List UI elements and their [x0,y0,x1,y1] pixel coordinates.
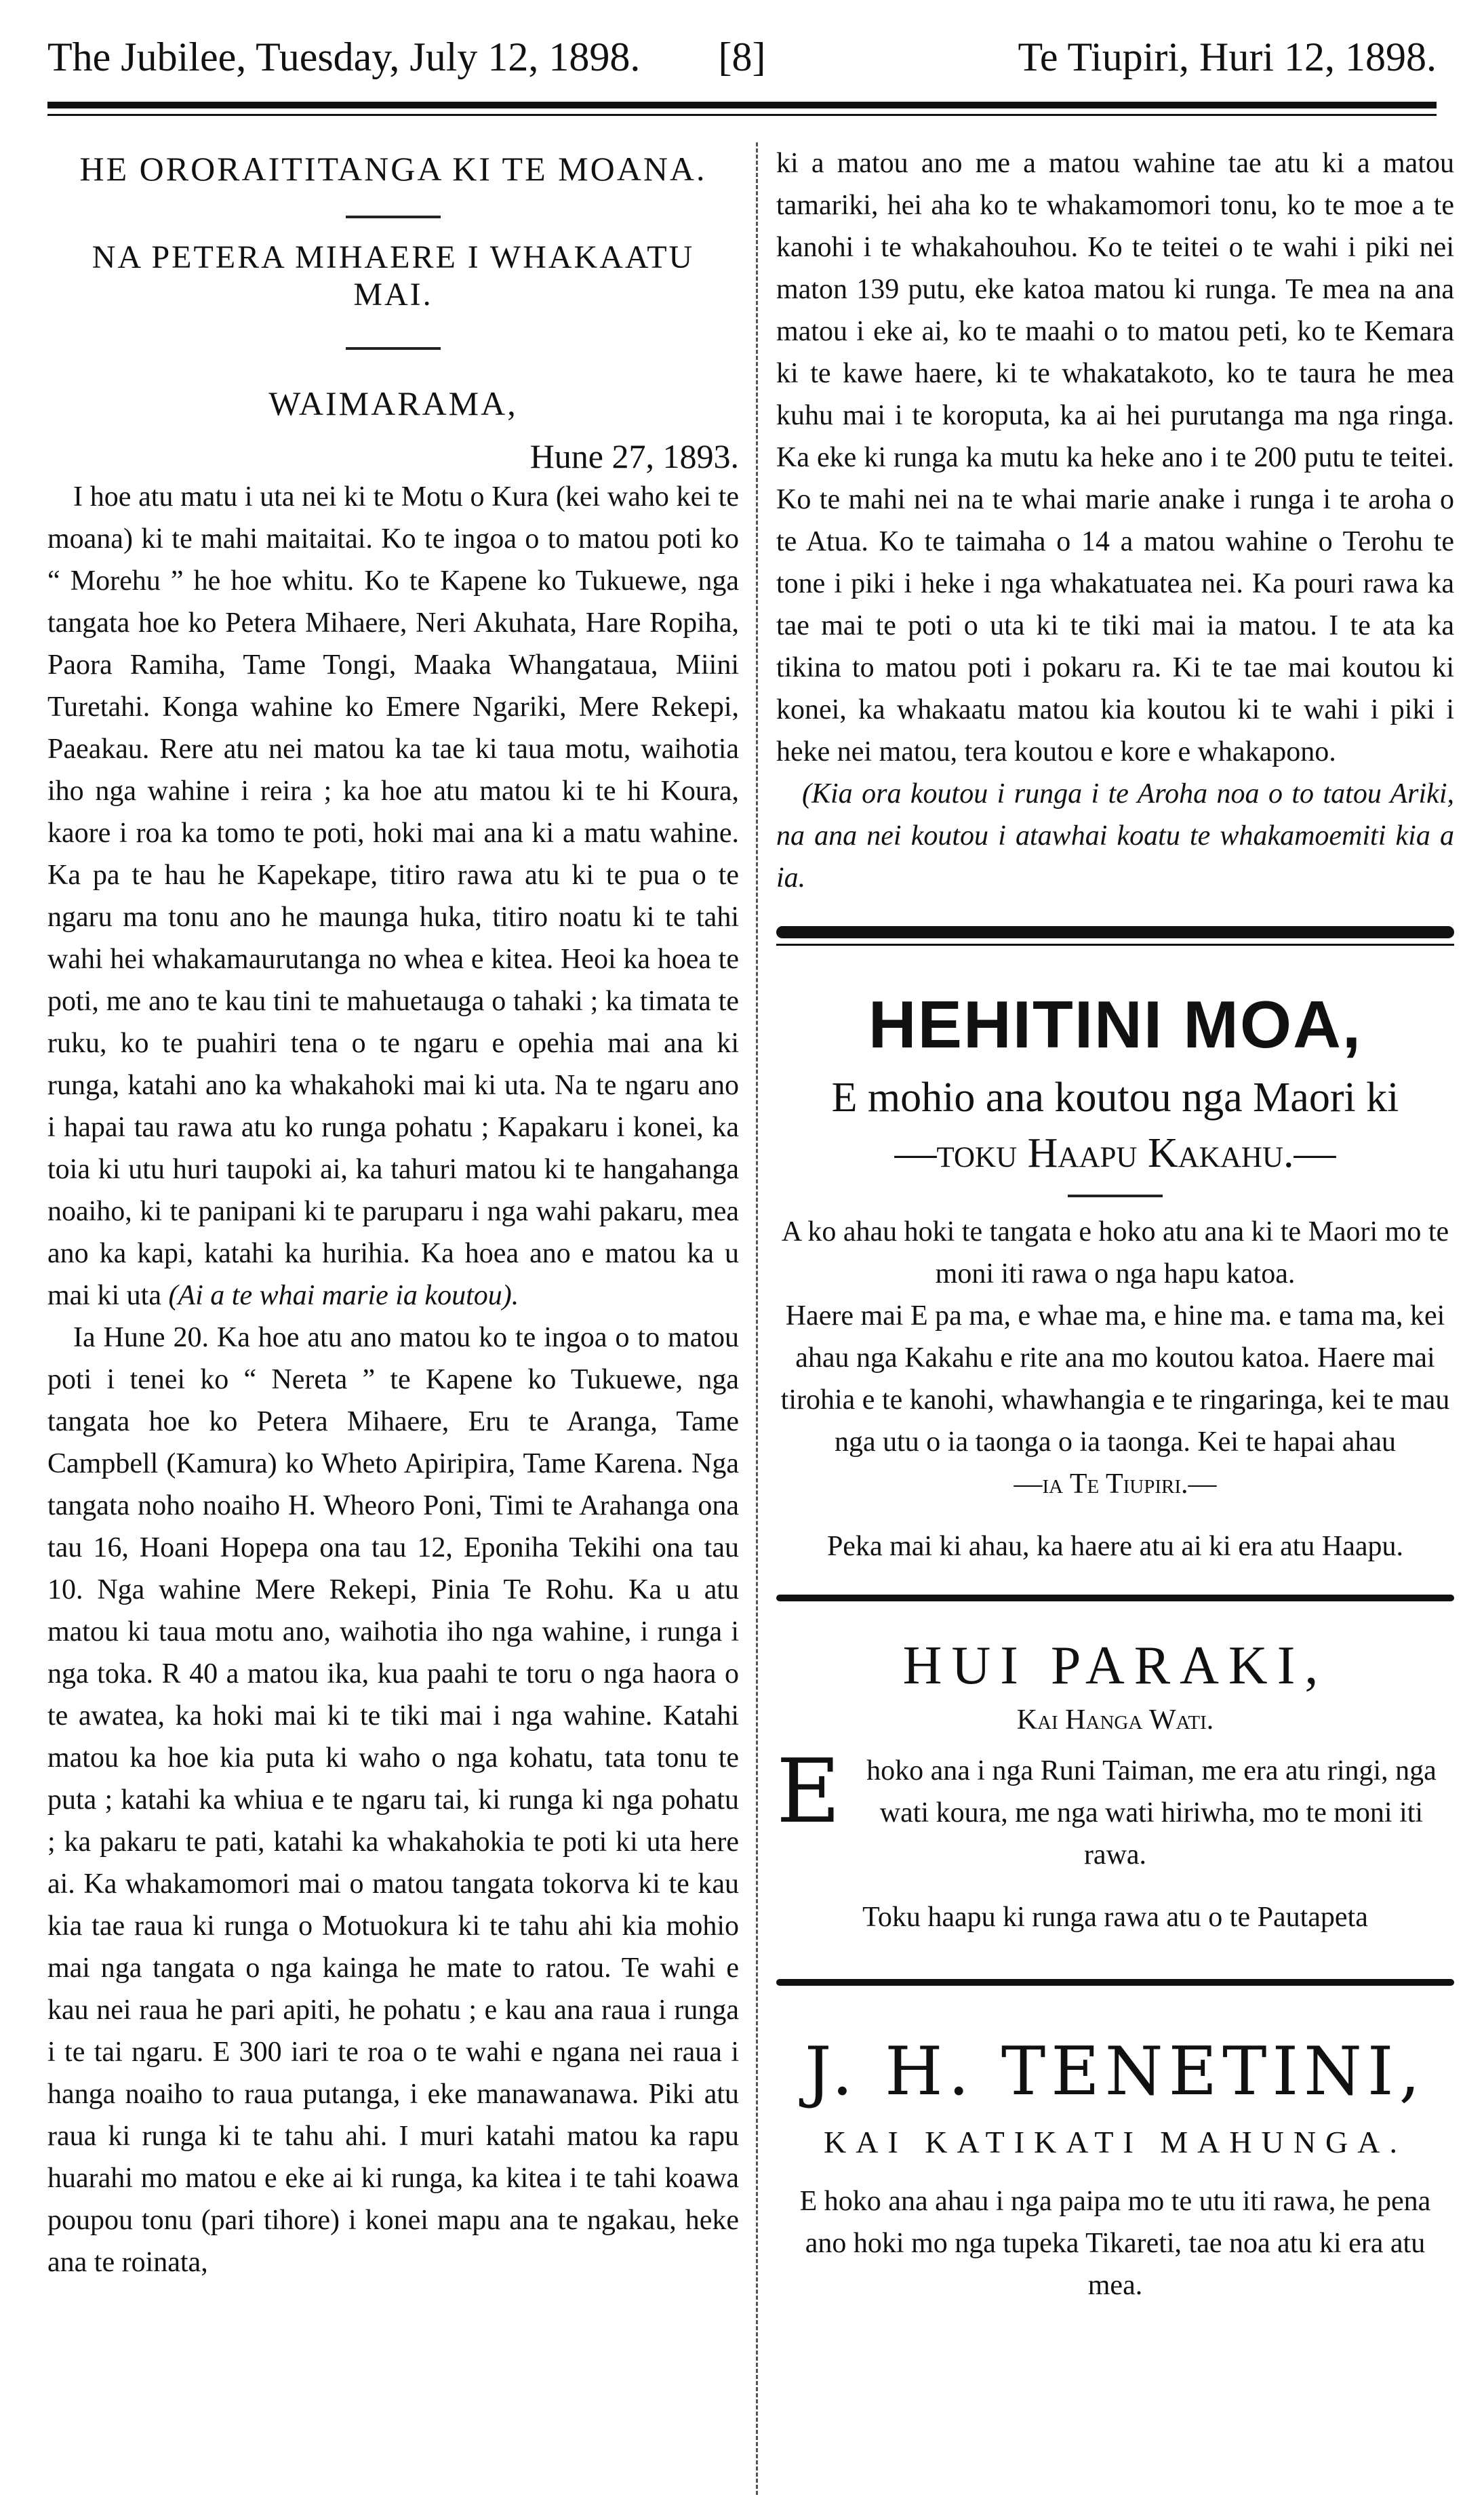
article-paragraph-4: (Kia ora koutou i runga i te Aroha noa o to tatou Ariki, na ana nei koutou i atawhai koatu te whakamoemiti kia a ia. [776,778,1454,894]
ad3-subtitle: KAI KATIKATI MAHUNGA. [824,2125,1407,2159]
ad2-body [776,1740,1454,1876]
ad1-title: HEHITINI MOA, [868,987,1363,1062]
byline-divider [346,347,441,350]
article-paragraph-2: Ia Hune 20. Ka hoe atu ano matou ko te ingoa o to matou poti i tenei ko “ Nereta ” te Kapene ko Tukuewe, nga tangata hoe ko Petera Mihaere, Eru te Aranga, Tame Campbell (Kamura) ko Wheto Apiripira, Tame Karena. Nga tangata noho noaiho H. Wheoro Poni, Timi te Arahanga ona tau 16, Hoani Hopepa ona tau 12, Eponiha Tekihi ona tau 10. Nga wahine Mere Rekepi, Pinia Te Rohu. Ka u atu matou ki taua motu ano, waihotia iho nga wahine, i runga i nga toka. R 40 a matou ika, kua paahi te toru o nga haora o te awatea, ka hoki mai ki te tiki mai i nga wahine. Katahi matou ka hoe kia puta ki waho o nga kohatu, tata tonu te puta ; katahi ka whiua e te ngaru tai, ki runga ki nga pohatu ; ka pakaru te pati, katahi ka whakahokia te poti ki uta here ai. Ka whakamomori mai o matou tangata tokorva ki te kau kia tae raua ki runga o Motuokura ki te tahu ahi kia mohio mai nga tangata o nga kainga he mate to ratou. Te wahi e kau nei raua he pari apiti, he pohatu ; e kau ana raua i runga i te tai ngaru. E 300 iari te roa o te wahi e ngana nei raua i hanga noaiho to raua putanga, i eke manawanawa. Piki atu raua ki runga ki te tahu ahi. I muri katahi matou ka rapu huarahi mo matou e eke ai ki runga, ka kitea i te tahi koawa poupou tonu (pari tihore) i konei mapu ana te ngakau, heke ana te roinata, [47,1322,739,2278]
section-rule-1-thin [776,944,1454,946]
paragraph-1-text: I hoe atu matu i uta nei ki te Motu o Kura (kei waho kei te moana) ki te mahi maitaitai. Ko te ingoa o to matou poti ko “ Morehu ” he hoe whitu. Ko te Kapene ko Tukuewe, nga tangata hoe ko Petera Mihaere, Neri Akuhata, Hare Ropiha, Paora Ramiha, Tame Tongi, Maaka Whangataua, Miini Turetahi. Konga wahine ko Emere Ngariki, Mere Rekepi, Paeakau. Rere atu nei matou ka tae ki taua motu, waihotia iho nga wahine i reira ; ka hoe atu matou ki te hi Koura, kaore i roa ka tomo te poti, hoki mai ana ki a matu wahine. Ka pa te hau he Kapekape, titiro rawa atu ki te pua o te ngaru ma tonu ano he maunga huka, titiro noatu ki te tahi wahi hei whakamaurutanga no whea e kitea. Heoi ka hoea te poti, me ano te kau tini te mahuetauga o tahaki ; ka timata te ruku, ko te puahiri tena o te ngaru e opehia mai ana ki runga, katahi ano ka whakahoki mai ki uta. Na te ngaru ano i hapai tau rawa atu ko runga pohatu ; Kapakaru i konei, ka toia ki utu huri taupoki ai, ka tahuri matou ki te hangahanga noaiho, ki te panipani ki te paruparu i nga wahi pakaru, mea ano ka kapi, katahi ka hurihia. Ka hoea ano e matou ka u mai ki uta [47,481,739,1311]
header-rule-thin [47,114,1437,116]
left-column [47,142,739,2283]
ad2-footer: Toku haapu ki runga rawa atu o te Pautapeta [862,1902,1368,1933]
article-date: Hune 27, 1893. [529,437,739,475]
ad1-text1: A ko ahau hoki te tangata e hoko atu ana ki te Maori mo te moni iti rawa o nga hapu katoa. [781,1216,1449,1289]
ad3-text: E hoko ana ahau i nga paipa mo te utu iti rawa, he pena ano hoki mo nga tupeka Tikareti, tae noa atu ki era atu mea. [799,2186,1431,2301]
ad1-line2: —toku Haapu Kakahu.— [894,1130,1336,1176]
article-byline: NA PETERA MIHAERE I WHAKAATU MAI. [92,239,695,313]
ad1-divider [1068,1195,1163,1197]
article-title: HE ORORAITITANGA KI TE MOANA. [79,150,707,188]
section-rule-2 [776,1595,1454,1601]
ad2-subtitle: Kai Hanga Wati. [1016,1704,1214,1736]
article-body-left [47,476,739,2283]
section-rule-1 [776,926,1454,938]
ad1-line1: E mohio ana koutou nga Maori ki [831,1075,1399,1121]
right-column [776,142,1454,2306]
ad2-title: HUI PARAKI, [902,1636,1328,1696]
ad2-text: hoko ana i nga Runi Taiman, me era atu ringi, nga wati koura, me nga wati hiriwha, mo te moni iti rawa. [866,1755,1437,1871]
header-right: Te Tiupiri, Huri 12, 1898. [1018,35,1437,79]
page-header [47,27,1437,88]
column-divider [756,142,758,2495]
article-paragraph [47,476,739,1317]
ad1-footer: Peka mai ki ahau, ka haere atu ai ki era atu Haapu. [826,1531,1404,1562]
ad2-dropcap: E [776,1740,841,1843]
paragraph-1-italic: (Ai a te whai marie ia koutou). [168,1280,519,1311]
ad1-text2: Haere mai E pa ma, e whae ma, e hine ma. e tama ma, kei ahau nga Kakahu e rite ana mo koutou katoa. Haere mai tirohia e te kanohi, whawhangia e te ringaringa, kei te mau nga utu o ia taonga o ia taonga. Kei te hapai ahau [780,1300,1450,1458]
header-rule [47,102,1437,108]
title-divider [346,216,441,218]
article-body-right [776,142,1454,899]
page-number: [8] [718,35,766,79]
section-rule-3 [776,1979,1454,1986]
header-left: The Jubilee, Tuesday, July 12, 1898. [47,35,641,79]
article-paragraph-3: ki a matou ano me a matou wahine tae atu ki a matou tamariki, hei aha ko te whakamomori tonu, ko te moe a te kanohi i te whakahouhou. Ko te teitei o te wahi i piki nei maton 139 putu, eke katoa matou ki runga. Te mea na ana matou i eke ai, ko te maahi o to matou peti, ko te Kemara ki te kawe haere, ki te whakatakoto, ko te taura he mea kuhu mai i te koroputa, ka ai hei purutanga ma nga ringa. Ka eke ki runga ka mutu ka heke ano i te 200 putu te teitei. Ko te mahi nei na te whai marie anake i runga i te aroha o te Atua. Ko te taimaha o 14 a matou wahine o Terohu te tone i piki i heke i nga whakatuatea nei. Ka pouri rawa ka tae mai te poti o uta ki te tiki mai ia matou. I te ata ka tikina to matou poti i pokaru ra. Ki te tae mai koutou ki konei, ka whakaatu matou kia koutou ki te wahi i piki i heke nei matou, tera koutou e kore e whakapono. [776,148,1454,767]
ad1-signature: —ia Te Tiupiri.— [1014,1468,1217,1500]
ad3-title: J. H. TENETINI, [805,2033,1426,2111]
article-place: WAIMARAMA, [268,384,518,422]
